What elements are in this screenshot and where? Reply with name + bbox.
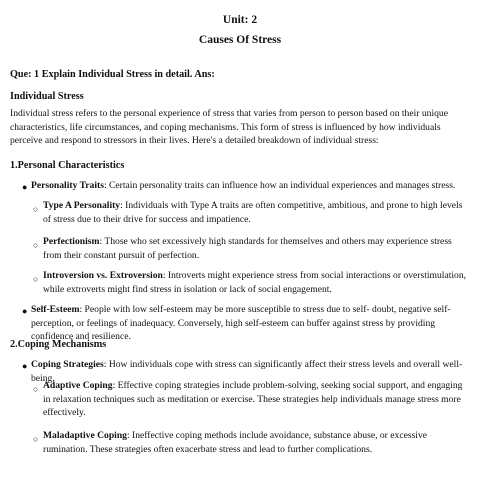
document-title: Causes Of Stress (198, 34, 282, 46)
perfectionism-term: Perfectionism (43, 236, 100, 247)
type-a-text: : Individuals with Type A traits are often competitive, ambitious, and prone to high levels of stress due to their drive for success and impatience. (43, 200, 463, 225)
circle-bullet-icon: ○ (33, 384, 39, 394)
circle-bullet-icon: ○ (33, 240, 39, 250)
perfectionism-text: : Those who set excessively high standards for themselves and others may experience stress from their constant pursuit of perfection. (43, 236, 452, 261)
unit-label: Unit: 2 (222, 14, 258, 26)
personality-traits-text: : Certain personality traits can influence how an individual experiences and manages stress. (103, 180, 456, 191)
introversion-text: : Introverts might experience stress from social interactions or overstimulation, while extroverts might find stress in isolation or lack of social engagement. (43, 270, 467, 295)
bullet-icon: ● (22, 361, 28, 371)
adaptive-coping-item (43, 379, 471, 420)
coping-strategies-text: : How individuals cope with stress can significantly affect their stress levels and overall well-being. (31, 359, 463, 384)
introversion-item (43, 269, 471, 296)
adaptive-coping-term: Adaptive Coping (43, 380, 113, 391)
maladaptive-coping-text: : Ineffective coping methods include avoidance, substance abuse, or excessive rumination. These strategies often exacerbate stress and lead to further complications. (43, 430, 428, 455)
circle-bullet-icon: ○ (33, 434, 39, 444)
self-esteem-text: : People with low self-esteem may be more susceptible to stress due to self- doubt, negative self-perception, or feelings of inadequacy. Conversely, high self-esteem can buffer against stress by providing confidence and resilience. (31, 304, 451, 343)
personal-heading: 1.Personal Characteristics (10, 160, 125, 171)
question-heading: Que: 1 Explain Individual Stress in detail. Ans: (10, 69, 215, 80)
bullet-icon: ● (22, 306, 28, 316)
coping-heading: 2.Coping Mechanisms (10, 339, 107, 350)
type-a-item (43, 199, 471, 226)
personality-traits-item (31, 179, 471, 193)
personality-traits-term: Personality Traits (31, 180, 104, 191)
maladaptive-coping-term: Maladaptive Coping (43, 430, 127, 441)
adaptive-coping-text: : Effective coping strategies include problem-solving, seeking social support, and engaging in relaxation techniques such as meditation or exercise. These strategies help individuals manage stress more effectively. (43, 380, 463, 419)
type-a-term: Type A Personality (43, 200, 121, 211)
self-esteem-term: Self-Esteem (31, 304, 80, 315)
intro-paragraph: Individual stress refers to the personal experience of stress that varies from person to person based on their unique characteristics, life circumstances, and coping mechanisms. This form of stress is influenced by how individuals perceive and respond to stressors in their lives. Here's a detailed breakdown of individual stress: (10, 108, 448, 147)
introversion-term: Introversion vs. Extroversion (43, 270, 163, 281)
section-heading: Individual Stress (10, 91, 84, 102)
circle-bullet-icon: ○ (33, 274, 39, 284)
coping-strategies-term: Coping Strategies (31, 359, 104, 370)
perfectionism-item (43, 235, 471, 262)
maladaptive-coping-item (43, 429, 471, 456)
circle-bullet-icon: ○ (33, 204, 39, 214)
bullet-icon: ● (22, 182, 28, 192)
